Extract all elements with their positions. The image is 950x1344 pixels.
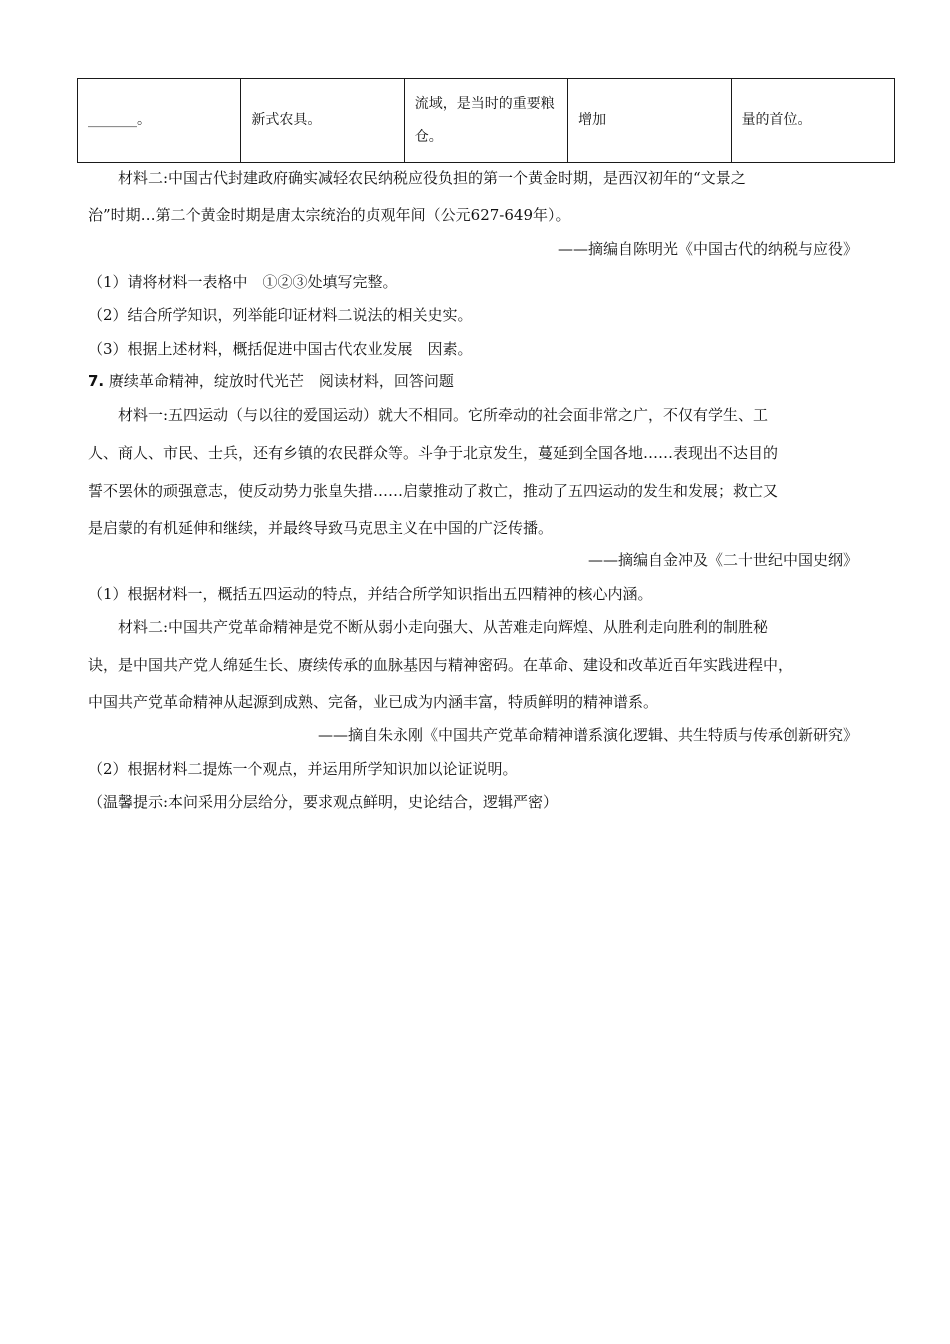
table-cell: 流域，是当时的重要粮仓。 xyxy=(404,79,567,163)
question-7-2: （2）根据材料二提炼一个观点，并运用所学知识加以论证说明。 xyxy=(88,760,518,778)
tip-text: （温馨提示:本问采用分层给分，要求观点鲜明，史论结合，逻辑严密） xyxy=(88,793,559,811)
question-number: 7. xyxy=(88,372,105,390)
question-6-2: （2）结合所学知识，列举能印证材料二说法的相关史实。 xyxy=(88,306,473,324)
table-row xyxy=(78,79,895,163)
material2b-source: ——摘自朱永刚《中国共产党革命精神谱系演化逻辑、共生特质与传承创新研究》 xyxy=(317,726,858,744)
question-7-heading xyxy=(88,371,454,391)
table-cell: 增加 xyxy=(568,79,731,163)
material2b-text-line: 诀，是中国共产党人绵延生长、赓续传承的血脉基因与精神密码。在革命、建设和改革近百年实践进程中， xyxy=(88,656,794,674)
material1-text-line: 是启蒙的有机延伸和继续，并最终导致马克思主义在中国的广泛传播。 xyxy=(88,519,554,537)
material1-text-line: 誓不罢休的顽强意志，使反动势力张皇失措……启蒙推动了救亡，推动了五四运动的发生和发展；救亡又 xyxy=(88,482,779,500)
table-cell: 量的首位。 xyxy=(731,79,894,163)
material-table xyxy=(77,78,895,163)
question-6-1: （1）请将材料一表格中 ①②③处填写完整。 xyxy=(88,273,398,291)
material1-source: ——摘编自金冲及《二十世纪中国史纲》 xyxy=(587,551,858,569)
material2b-text-line: 中国共产党革命精神从起源到成熟、完备，业已成为内涵丰富，特质鲜明的精神谱系。 xyxy=(88,693,659,711)
question-6-3: （3）根据上述材料，概括促进中国古代农业发展 因素。 xyxy=(88,340,473,358)
material2b-text-line: 材料二:中国共产党革命精神是党不断从弱小走向强大、从苦难走向辉煌、从胜利走向胜利的制胜秘 xyxy=(118,618,769,636)
material2-source: ——摘编自陈明光《中国古代的纳税与应役》 xyxy=(557,240,858,258)
material1-text-line: 人、商人、市民、士兵，还有乡镇的农民群众等。斗争于北京发生，蔓延到全国各地……表现出不达目的 xyxy=(88,444,779,462)
question-title: 赓续革命精神，绽放时代光芒 阅读材料，回答问题 xyxy=(108,372,454,390)
table-cell: 新式农具。 xyxy=(241,79,404,163)
question-7-1: （1）根据材料一，概括五四运动的特点，并结合所学知识指出五四精神的核心内涵。 xyxy=(88,585,653,603)
material1-text-line: 材料一:五四运动（与以往的爱国运动）就大不相同。它所牵动的社会面非常之广，不仅有学生、工 xyxy=(118,406,769,424)
material2-text-line: 治”时期…第二个黄金时期是唐太宗统治的贞观年间（公元627-649年）。 xyxy=(88,206,571,224)
material2-text-line: 材料二:中国古代封建政府确实减轻农民纳税应役负担的第一个黄金时期，是西汉初年的“文景之 xyxy=(118,169,746,187)
table-cell: _______。 xyxy=(78,79,241,163)
